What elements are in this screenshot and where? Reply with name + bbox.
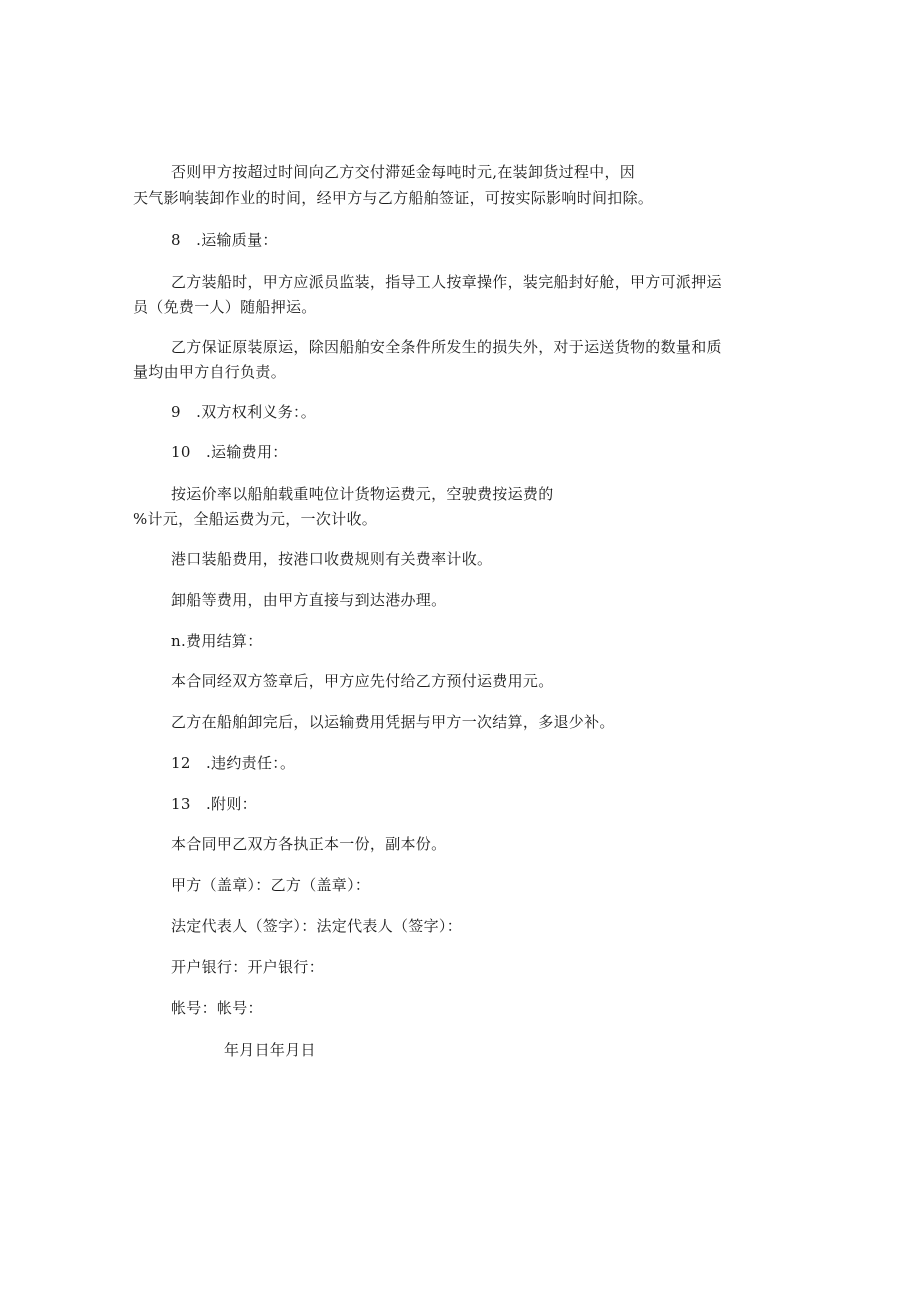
paragraph-final-settlement: 乙方在船舶卸完后，以运输费用凭据与甲方一次结算，多退少补。 [171,713,615,731]
heading-fee-settlement: n.费用结算： [171,632,263,650]
paragraph-original-shipping-line-1: 乙方保证原装原运，除因船舶安全条件所发生的损失外，对于运送货物的数量和质 [171,338,722,356]
heading-breach-liability: 12 .违约责任：。 [171,754,296,772]
heading-supplementary: 13 .附则： [171,795,257,813]
signature-seal-line: 甲方（盖章）：乙方（盖章）： [171,876,371,894]
paragraph-freight-rate-line-2: %计元，全船运费为元，一次计收。 [133,510,378,528]
paragraph-loading-supervision-line-2: 员（免费一人）随船押运。 [133,298,317,316]
paragraph-copies: 本合同甲乙双方各执正本一份，副本份。 [171,835,447,853]
paragraph-delay-fee-line-1: 否则甲方按超过时间向乙方交付滞延金每吨时元,在装卸货过程中，因 [171,163,636,181]
bank-line: 开户银行：开户银行： [171,958,325,976]
heading-rights-obligations: 9 .双方权利义务：。 [171,403,317,421]
account-line: 帐号：帐号： [171,999,263,1017]
paragraph-freight-rate-line-1: 按运价率以船舶载重吨位计货物运费元，空驶费按运费的 [171,485,554,503]
date-line: 年月日年月日 [224,1041,316,1059]
signature-representative-line: 法定代表人（签字）：法定代表人（签字）： [171,917,463,935]
paragraph-unloading-fee: 卸船等费用，由甲方直接与到达港办理。 [171,591,447,609]
heading-transport-fees: 10 .运输费用： [171,443,288,461]
paragraph-prepayment: 本合同经双方签章后，甲方应先付给乙方预付运费用元。 [171,672,554,690]
paragraph-original-shipping-line-2: 量均由甲方自行负责。 [133,363,287,381]
heading-transport-quality: 8 .运输质量： [171,231,278,249]
paragraph-loading-supervision-line-1: 乙方装船时，甲方应派员监装，指导工人按章操作，装完船封好舱，甲方可派押运 [171,273,722,291]
paragraph-port-loading-fee: 港口装船费用，按港口收费规则有关费率计收。 [171,550,493,568]
paragraph-delay-fee-line-2: 天气影响装卸作业的时间，经甲方与乙方船舶签证，可按实际影响时间扣除。 [133,189,654,207]
